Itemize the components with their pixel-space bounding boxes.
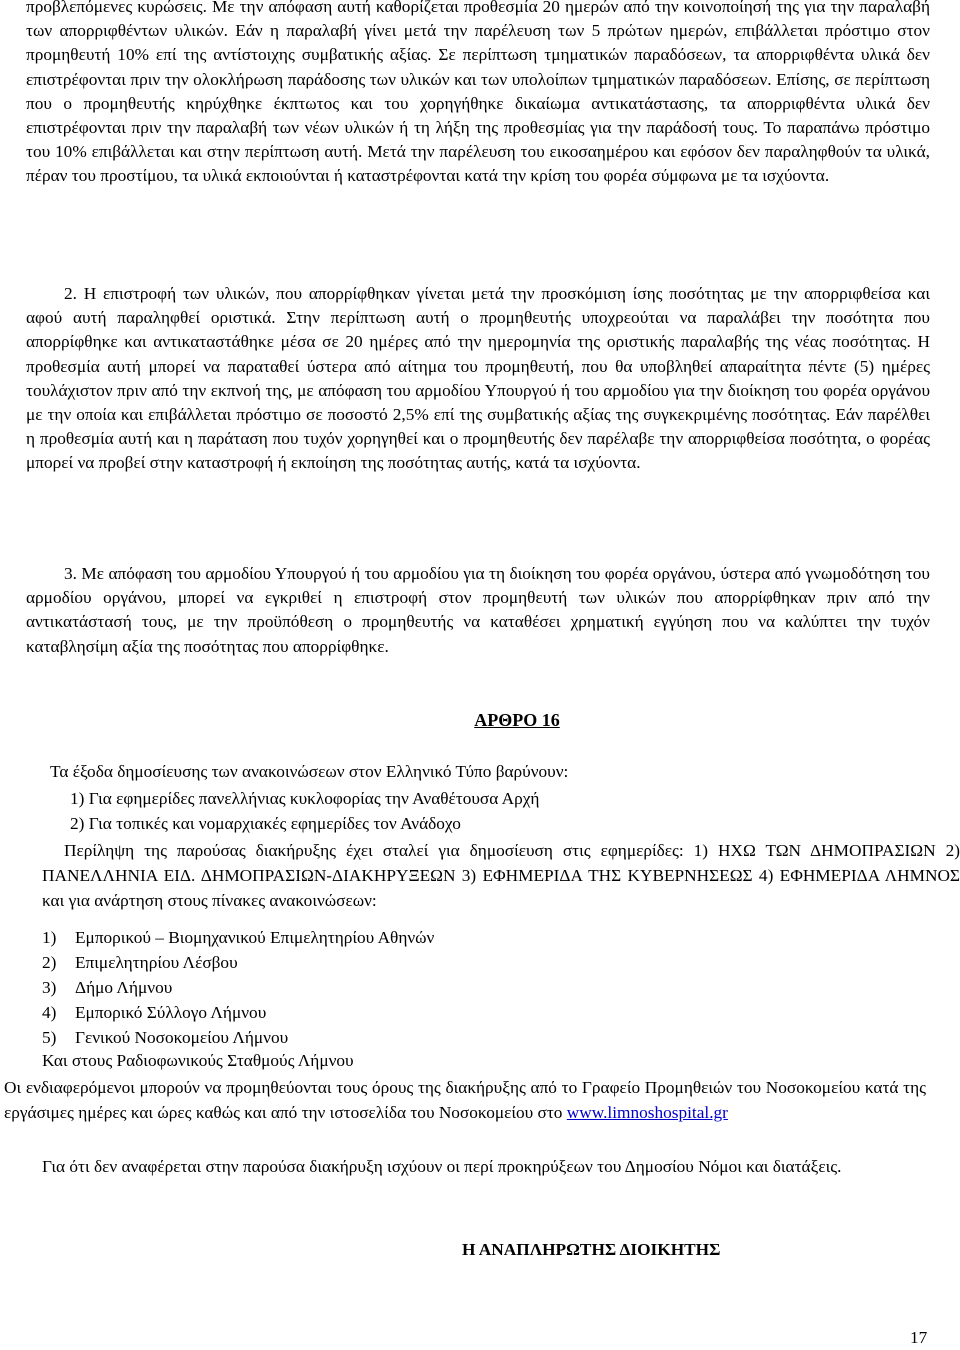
article-intro: Τα έξοδα δημοσίευσης των ανακοινώσεων στον Ελληνικό Τύπο βαρύνουν: [50, 762, 569, 781]
list-item [42, 950, 434, 975]
list-item [42, 1000, 434, 1025]
article-subitem-1: 1) Για εφημερίδες πανελλήνιας κυκλοφορίας την Αναθέτουσα Αρχή [70, 789, 540, 808]
paragraph-1: προβλεπόμενες κυρώσεις. Με την απόφαση αυτή καθορίζεται προθεσμία 20 ημερών από την κοινοποίησή της για την παραλαβή των απορριφθέντων υλικών. Εάν η παραλαβή γίνει μετά την παρέλευση των 5 πρώτων ημερών, επιβάλλεται πρόστιμο στον προμηθευτή 10% επί της αντίστοιχης συμβατικής αξίας. Σε περίπτωση τμηματικών παραδόσεων, τα απορριφθέντα υλικά δεν επιστρέφονται πριν την ολοκλήρωση παράδοσης των υλικών και των υπολοίπων τμηματικών παραδόσεων. Επίσης, σε περίπτωση που ο προμηθευτής κηρύχθηκε έκπτωτος και του χορηγήθηκε δικαίωμα αντικατάστασης, τα απορριφθέντα υλικά δεν επιστρέφονται πριν την παραλαβή των νέων υλικών ή τη λήξη της προθεσμίας για την παράδοσή τους. Το παραπάνω πρόστιμο του 10% επιβάλλεται και στην περίπτωση αυτή. Μετά την παρέλευση του εικοσαημέρου και εφόσον δεν παραληφθούν τα υλικά, πέραν του προστίμου, τα υλικά εκποιούνται ή καταστρέφονται κατά την κρίση του φορέα σύμφωνα με τα ισχύοντα. [26, 0, 930, 186]
paragraph-2-text: 2. Η επιστροφή των υλικών, που απορρίφθηκαν γίνεται μετά την προσκόμιση ίσης ποσότητας με την απορριφθείσα και αφού αυτή παραληφθεί οριστικά. Στην περίπτωση αυτή ο προμηθευτής υποχρεούται να παραλάβει την ποσότητα που απορρίφθηκε και αντικαταστάθηκε μέσα σε 20 ημέρες από την ημερομηνία της οριστικής παραλαβής της νέας ποσότητας. Η προθεσμία αυτή μπορεί να παραταθεί ύστερα από αίτημα του προμηθευτή, που θα υποβληθεί απαραίτητα πέντε (5) ημέρες τουλάχιστον πριν από την εκπνοή της, με απόφαση του αρμοδίου Υπουργού ή του αρμοδίου για την διοίκηση του φορέα οργάνου με την οποία και επιβάλλεται πρόστιμο σε ποσοστό 2,5% επί της συμβατικής αξίας της συγκεκριμένης ποσότητας. Εάν παρέλθει η προθεσμία αυτή και η παράταση που τυχόν χορηγηθεί και ο προμηθευτής δεν παρέλαβε την απορριφθείσα ποσότητα, ο φορέας μπορεί να προβεί στην καταστροφή ή εκποίηση της ποσότητας αυτής, κατά τα ισχύοντα. [26, 284, 930, 473]
list-item-text: Γενικού Νοσοκομείου Λήμνου [75, 1028, 289, 1047]
list-item-text: Εμπορικού – Βιομηχανικού Επιμελητηρίου Αθηνών [75, 928, 435, 947]
paragraph-2 [26, 282, 930, 476]
radio-stations-line: Και στους Ραδιοφωνικούς Σταθμούς Λήμνου [42, 1051, 354, 1070]
list-item-number: 1) [42, 928, 57, 947]
list-item-number: 4) [42, 1003, 57, 1022]
article-subitem-2: 2) Για τοπικές και νομαρχιακές εφημερίδες τον Ανάδοχο [70, 814, 461, 833]
paragraph-3-text: 3. Με απόφαση του αρμοδίου Υπουργού ή του αρμοδίου για τη διοίκηση του φορέα οργάνου, ύστερα από γνωμοδότηση του αρμοδίου οργάνου, μπορεί να εγκριθεί η επιστροφή στον προμηθευτή των υλικών που απορρίφθηκαν πριν από την αντικατάστασή τους, με την προϋπόθεση ο προμηθευτής να καταθέσει χρηματική εγγύηση που να καλύπτει την τυχόν καταβλησίμη αξία της ποσότητας που απορρίφθηκε. [26, 564, 930, 656]
page-number: 17 [910, 1328, 928, 1347]
list-item-number: 3) [42, 978, 57, 997]
list-item [42, 1025, 434, 1050]
list-item-number: 5) [42, 1028, 57, 1047]
website-link[interactable]: www.limnoshospital.gr [566, 1103, 728, 1122]
closing-paragraph: Για ότι δεν αναφέρεται στην παρούσα διακήρυξη ισχύουν οι περί προκηρύξεων του Δημοσίου Νόμοι και διατάξεις. [42, 1157, 842, 1176]
list-item [42, 925, 434, 950]
paragraph-3 [26, 562, 930, 659]
info-paragraph-text: Οι ενδιαφερόμενοι μπορούν να προμηθεύονται τους όρους της διακήρυξης από το Γραφείο Προμηθειών του Νοσοκομείου κατά της εργάσιμες ημέρες και ώρες καθώς και από την ιστοσελίδα του Νοσοκομείου στο [4, 1078, 926, 1122]
publication-declaration-text: Περίληψη της παρούσας διακήρυξης έχει σταλεί για δημοσίευση στις εφημερίδες: 1) ΗΧΩ ΤΩΝ ΔΗΜΟΠΡΑΣΙΩΝ 2) ΠΑΝΕΛΛΗΝΙΑ ΕΙΔ. ΔΗΜΟΠΡΑΣΙΩΝ-ΔΙΑΚΗΡΥΞΕΩΝ 3) ΕΦΗΜΕΡΙΔΑ ΤΗΣ ΚΥΒΕΡΝΗΣΕΩΣ 4) ΕΦΗΜΕΡΙΔΑ ΛΗΜΝΟΣ και για ανάρτηση στους πίνακες ανακοινώσεων: [42, 841, 960, 910]
list-item-number: 2) [42, 953, 57, 972]
info-paragraph [4, 1075, 926, 1125]
notice-board-list [42, 925, 434, 1050]
signature-title: Η ΑΝΑΠΛΗΡΩΤΗΣ ΔΙΟΙΚΗΤΗΣ [462, 1240, 721, 1259]
list-item-text: Εμπορικό Σύλλογο Λήμνου [75, 1003, 267, 1022]
list-item [42, 975, 434, 1000]
article-heading: ΑΡΘΡΟ 16 [474, 710, 560, 730]
list-item-text: Επιμελητηρίου Λέσβου [75, 953, 238, 972]
publication-declaration [42, 838, 960, 913]
list-item-text: Δήμο Λήμνου [75, 978, 173, 997]
